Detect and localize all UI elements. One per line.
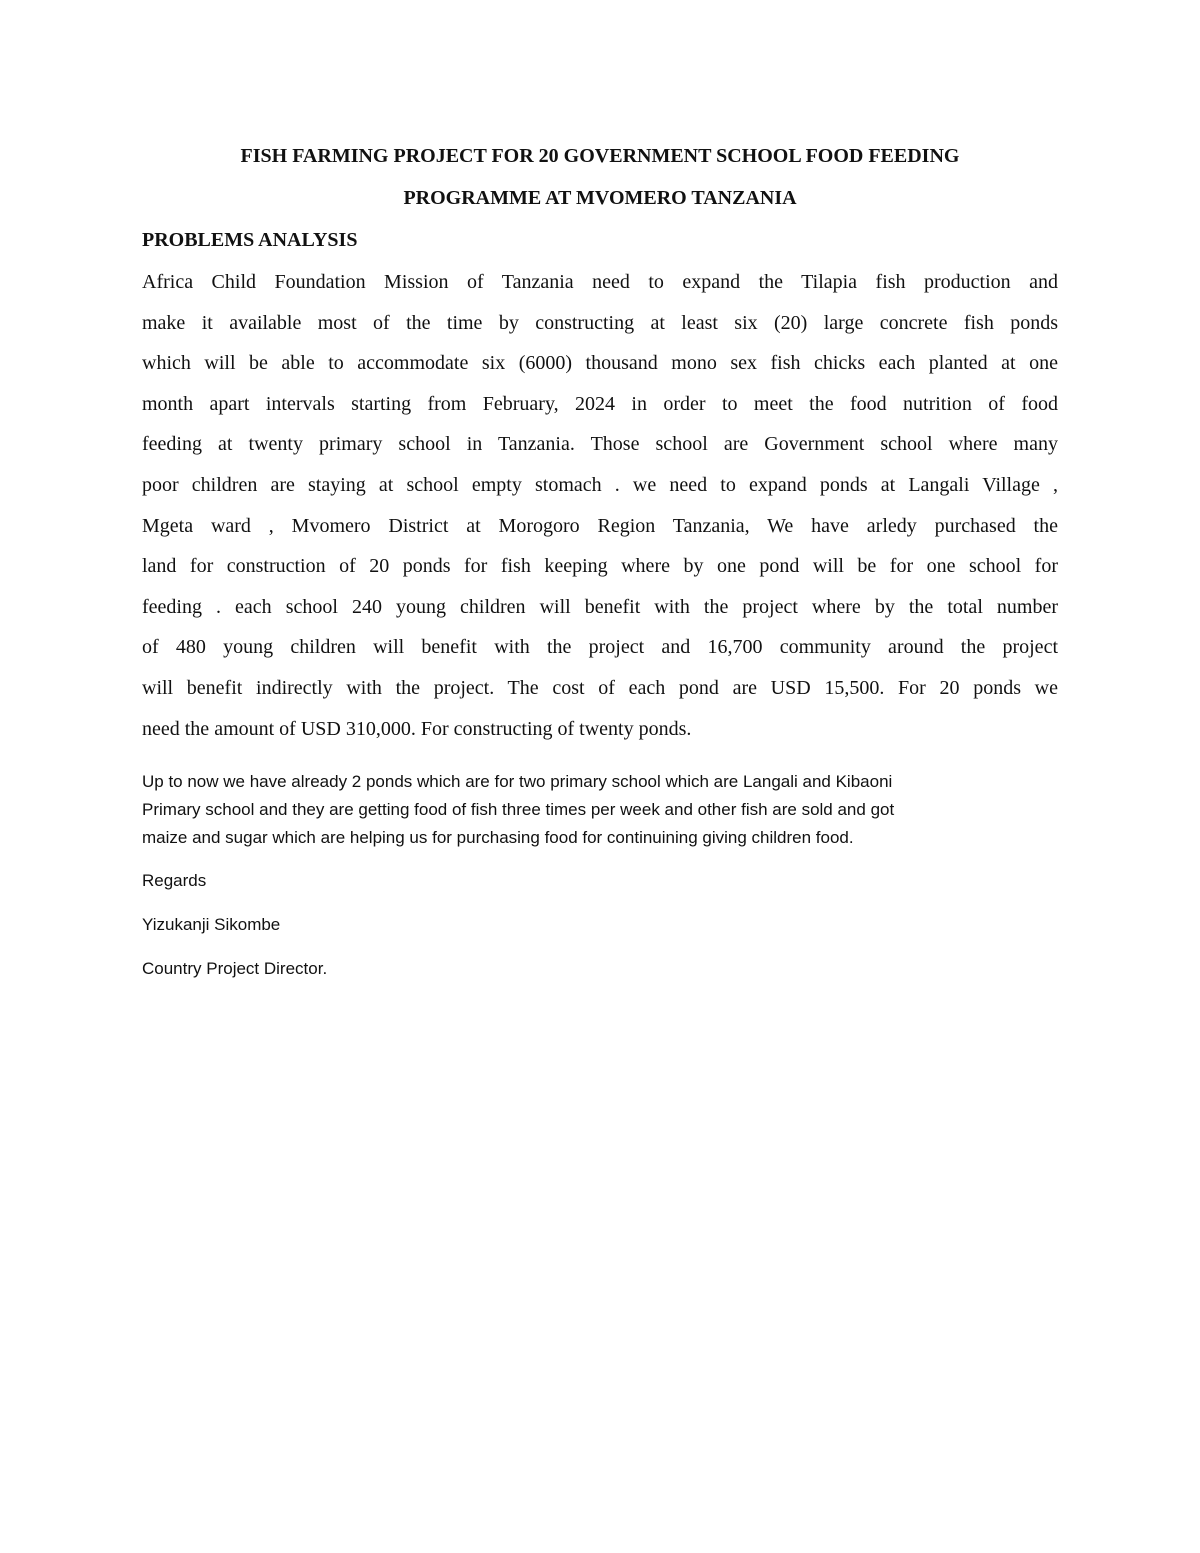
paragraph-line: make it available most of the time by constructing at least six (20) large concrete fish ponds xyxy=(142,311,1058,334)
paragraph-line: Primary school and they are getting food of fish three times per week and other fish are sold and got xyxy=(142,800,895,819)
paragraph-line: need the amount of USD 310,000. For constructing of twenty ponds. xyxy=(142,717,692,740)
paragraph-line: Up to now we have already 2 ponds which are for two primary school which are Langali and Kibaoni xyxy=(142,772,893,791)
paragraph-line: feeding at twenty primary school in Tanzania. Those school are Government school where many xyxy=(142,433,1058,456)
paragraph-line: feeding . each school 240 young children will benefit with the project where by the total number xyxy=(142,595,1058,618)
paragraph-line: Africa Child Foundation Mission of Tanzania need to expand the Tilapia fish production and xyxy=(142,271,1058,293)
paragraph-line: of 480 young children will benefit with the project and 16,700 community around the project xyxy=(142,636,1058,659)
paragraph-line: Mgeta ward , Mvomero District at Morogoro Region Tanzania, We have arledy purchased the xyxy=(142,514,1058,537)
problem-analysis-paragraph xyxy=(142,262,1058,749)
signer-title: Country Project Director. xyxy=(142,959,328,978)
paragraph-line: poor children are staying at school empty stomach . we need to expand ponds at Langali Village , xyxy=(142,473,1058,496)
closing-salutation: Regards xyxy=(142,871,207,890)
paragraph-line: will benefit indirectly with the project. The cost of each pond are USD 15,500. For 20 ponds we xyxy=(142,676,1058,699)
paragraph-line: month apart intervals starting from February, 2024 in order to meet the food nutrition of food xyxy=(142,392,1058,415)
section-heading: PROBLEMS ANALYSIS xyxy=(142,229,358,251)
signer-name: Yizukanji Sikombe xyxy=(142,915,281,934)
document-title-line-2: PROGRAMME AT MVOMERO TANZANIA xyxy=(403,187,797,209)
paragraph-line: which will be able to accommodate six (6000) thousand mono sex fish chicks each planted at one xyxy=(142,352,1058,375)
paragraph-line: maize and sugar which are helping us for purchasing food for continuining giving children food. xyxy=(142,828,854,847)
status-update-paragraph xyxy=(142,768,1062,852)
document-title-line-1: FISH FARMING PROJECT FOR 20 GOVERNMENT SCHOOL FOOD FEEDING xyxy=(240,145,960,167)
paragraph-line: land for construction of 20 ponds for fish keeping where by one pond will be for one school for xyxy=(142,555,1058,578)
